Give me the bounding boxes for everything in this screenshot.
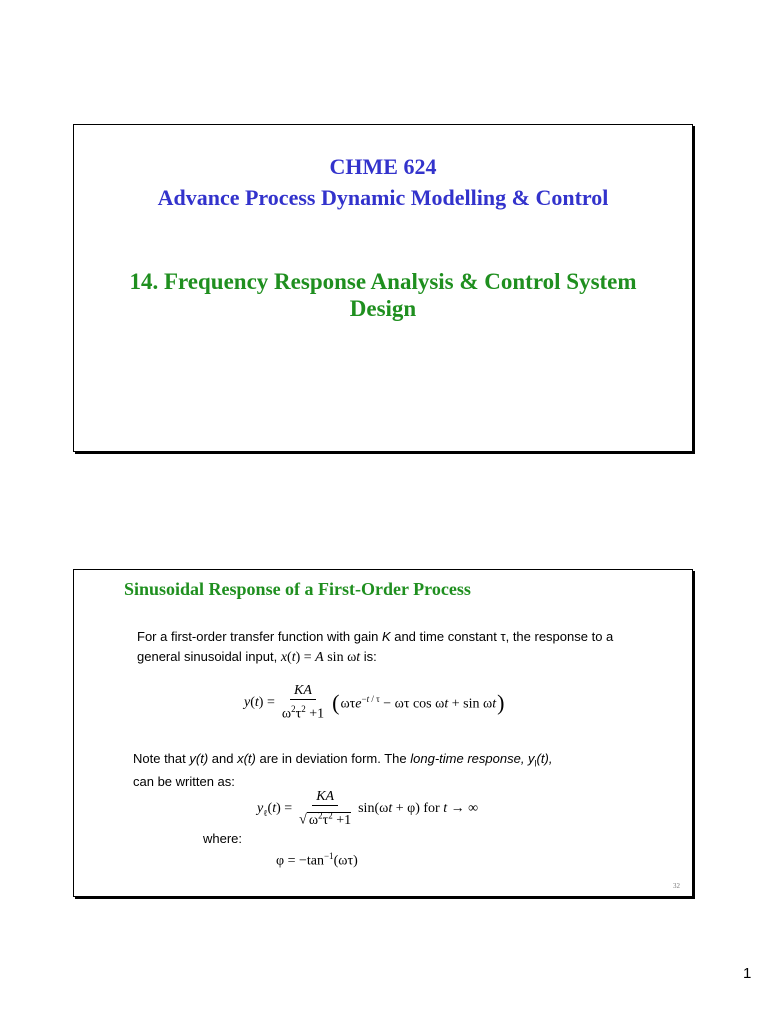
long-lhs: $y_\ell(t)$ = bbox=[257, 800, 293, 818]
slide-number: 32 bbox=[673, 882, 680, 890]
text-run: τ bbox=[500, 629, 506, 644]
course-code: CHME 624 bbox=[329, 154, 437, 179]
text-run: x(t) bbox=[237, 751, 256, 766]
response-term: ωτe$^{-t / \tau}$ − ωτ cos ωt + sin ωt bbox=[340, 694, 497, 712]
text-run: (t), bbox=[536, 751, 553, 766]
long-numerator: KA bbox=[312, 789, 338, 806]
input-equation: x(t) = A sin ωt bbox=[280, 650, 361, 665]
response-equation: y(t) = $\frac{KA}{\omega^2\tau^2 +1}$ ( ωτe$^{-t / \tau}$ − ωτ cos ωt + sin ωt ) bbox=[244, 683, 505, 722]
text-run: general sinusoidal input, bbox=[137, 649, 281, 664]
text-run: can be written as: bbox=[133, 773, 235, 789]
slide-heading: Sinusoidal Response of a First-Order Process bbox=[124, 579, 471, 599]
response-fraction bbox=[278, 683, 328, 724]
text-run: are in deviation form. The bbox=[255, 751, 411, 766]
long-time-equation bbox=[257, 789, 478, 830]
text-run: y(t) bbox=[189, 751, 209, 766]
text-run: , the response to a bbox=[505, 629, 614, 644]
intro-paragraph bbox=[137, 627, 677, 668]
response-lhs: y(t) = bbox=[244, 695, 275, 711]
text-run: and time constant bbox=[390, 629, 501, 644]
text-run: and bbox=[208, 751, 238, 766]
course-title: Advance Process Dynamic Modelling & Control bbox=[157, 185, 609, 210]
text-run: Note that bbox=[133, 751, 190, 766]
content-slide bbox=[73, 569, 693, 897]
text-run: K bbox=[381, 629, 391, 644]
page-number: 1 bbox=[743, 965, 752, 982]
title-slide bbox=[73, 124, 693, 452]
where-label: where: bbox=[203, 831, 243, 846]
text-run: is: bbox=[363, 649, 377, 664]
note-paragraph bbox=[133, 750, 673, 790]
text-run: long-time response, y bbox=[410, 751, 535, 766]
text-run: For a first-order transfer function with gain bbox=[137, 629, 382, 644]
long-denominator: √ $\omega^2\tau^2 +1$ bbox=[299, 810, 352, 828]
long-rhs: sin(ωt + φ) for t → ∞ bbox=[358, 801, 479, 817]
phase-equation: $\varphi = -\tan^{-1}(\omega\tau)$ bbox=[276, 851, 358, 869]
text-run: l bbox=[534, 758, 537, 769]
response-numerator: KA bbox=[290, 683, 316, 700]
response-denominator: $\omega^2\tau^2 +1$ bbox=[281, 704, 325, 722]
lecture-title: 14. Frequency Response Analysis & Control System Design bbox=[129, 269, 637, 321]
long-fraction bbox=[295, 789, 355, 830]
